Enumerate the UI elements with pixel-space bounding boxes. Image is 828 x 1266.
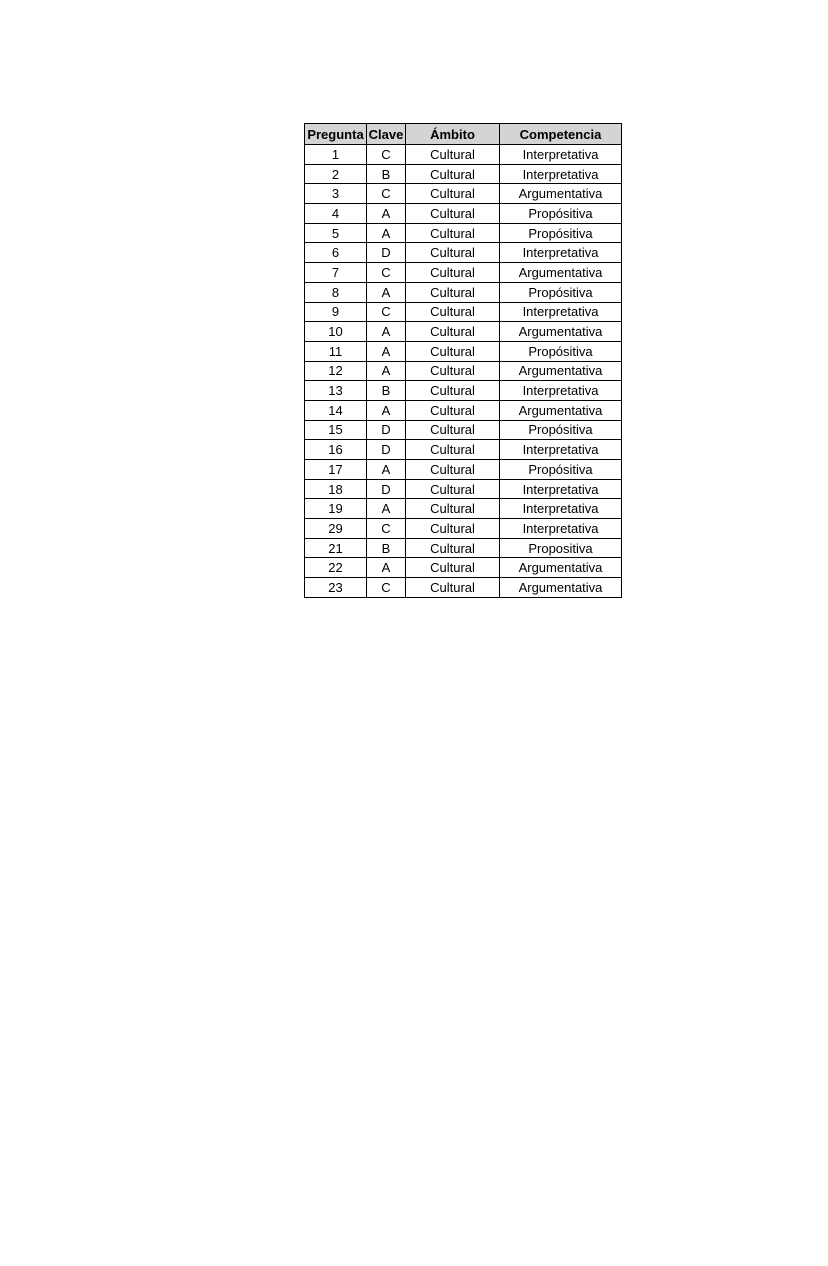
cell-ambito: Cultural (406, 322, 500, 342)
cell-pregunta: 15 (305, 420, 367, 440)
cell-ambito: Cultural (406, 578, 500, 598)
cell-ambito: Cultural (406, 341, 500, 361)
table-row (305, 558, 622, 578)
cell-pregunta: 16 (305, 440, 367, 460)
cell-competencia: Interpretativa (500, 164, 622, 184)
table-row (305, 263, 622, 283)
cell-competencia: Argumentativa (500, 578, 622, 598)
cell-pregunta: 13 (305, 381, 367, 401)
cell-pregunta: 19 (305, 499, 367, 519)
cell-clave: A (367, 499, 406, 519)
table-row (305, 400, 622, 420)
cell-clave: A (367, 204, 406, 224)
cell-pregunta: 12 (305, 361, 367, 381)
table-row (305, 204, 622, 224)
cell-clave: A (367, 322, 406, 342)
cell-competencia: Propósitiva (500, 460, 622, 480)
table-row (305, 223, 622, 243)
cell-ambito: Cultural (406, 164, 500, 184)
cell-pregunta: 5 (305, 223, 367, 243)
cell-clave: A (367, 558, 406, 578)
cell-ambito: Cultural (406, 558, 500, 578)
cell-pregunta: 14 (305, 400, 367, 420)
cell-ambito: Cultural (406, 420, 500, 440)
header-competencia: Competencia (500, 124, 622, 145)
cell-competencia: Argumentativa (500, 558, 622, 578)
cell-clave: A (367, 400, 406, 420)
table-body (305, 145, 622, 598)
cell-competencia: Propósitiva (500, 204, 622, 224)
cell-pregunta: 21 (305, 538, 367, 558)
cell-ambito: Cultural (406, 282, 500, 302)
header-clave: Clave (367, 124, 406, 145)
cell-clave: A (367, 223, 406, 243)
cell-clave: C (367, 519, 406, 539)
cell-clave: C (367, 578, 406, 598)
cell-clave: B (367, 381, 406, 401)
cell-clave: A (367, 341, 406, 361)
cell-ambito: Cultural (406, 400, 500, 420)
cell-competencia: Interpretativa (500, 243, 622, 263)
cell-competencia: Interpretativa (500, 302, 622, 322)
table-row (305, 420, 622, 440)
cell-competencia: Interpretativa (500, 479, 622, 499)
cell-clave: A (367, 460, 406, 480)
cell-competencia: Propositiva (500, 538, 622, 558)
cell-pregunta: 4 (305, 204, 367, 224)
table-row (305, 164, 622, 184)
cell-clave: D (367, 243, 406, 263)
table-row (305, 282, 622, 302)
table-header-row (305, 124, 622, 145)
cell-clave: C (367, 263, 406, 283)
cell-ambito: Cultural (406, 381, 500, 401)
cell-ambito: Cultural (406, 204, 500, 224)
cell-pregunta: 23 (305, 578, 367, 598)
cell-clave: A (367, 361, 406, 381)
cell-clave: D (367, 440, 406, 460)
header-pregunta: Pregunta (305, 124, 367, 145)
cell-ambito: Cultural (406, 499, 500, 519)
cell-pregunta: 11 (305, 341, 367, 361)
cell-competencia: Interpretativa (500, 440, 622, 460)
table-row (305, 243, 622, 263)
cell-pregunta: 18 (305, 479, 367, 499)
cell-ambito: Cultural (406, 519, 500, 539)
table-row (305, 361, 622, 381)
table-row (305, 499, 622, 519)
cell-ambito: Cultural (406, 479, 500, 499)
table-row (305, 440, 622, 460)
answer-key-table (304, 123, 622, 598)
table-row (305, 302, 622, 322)
cell-clave: C (367, 302, 406, 322)
cell-clave: B (367, 164, 406, 184)
cell-clave: D (367, 479, 406, 499)
cell-pregunta: 17 (305, 460, 367, 480)
cell-competencia: Argumentativa (500, 322, 622, 342)
cell-clave: C (367, 145, 406, 165)
cell-competencia: Propósitiva (500, 420, 622, 440)
cell-pregunta: 3 (305, 184, 367, 204)
cell-ambito: Cultural (406, 263, 500, 283)
cell-ambito: Cultural (406, 538, 500, 558)
cell-pregunta: 22 (305, 558, 367, 578)
cell-pregunta: 7 (305, 263, 367, 283)
cell-clave: B (367, 538, 406, 558)
cell-competencia: Interpretativa (500, 145, 622, 165)
table-row (305, 184, 622, 204)
cell-competencia: Propósitiva (500, 341, 622, 361)
cell-ambito: Cultural (406, 145, 500, 165)
table-row (305, 145, 622, 165)
cell-pregunta: 8 (305, 282, 367, 302)
cell-pregunta: 1 (305, 145, 367, 165)
cell-clave: D (367, 420, 406, 440)
cell-ambito: Cultural (406, 243, 500, 263)
table-row (305, 479, 622, 499)
cell-competencia: Interpretativa (500, 519, 622, 539)
header-ambito: Ámbito (406, 124, 500, 145)
cell-competencia: Propósitiva (500, 282, 622, 302)
cell-pregunta: 6 (305, 243, 367, 263)
cell-ambito: Cultural (406, 440, 500, 460)
table-row (305, 519, 622, 539)
cell-ambito: Cultural (406, 223, 500, 243)
cell-pregunta: 29 (305, 519, 367, 539)
table-row (305, 341, 622, 361)
cell-competencia: Propósitiva (500, 223, 622, 243)
cell-ambito: Cultural (406, 361, 500, 381)
table-row (305, 578, 622, 598)
cell-clave: C (367, 184, 406, 204)
cell-clave: A (367, 282, 406, 302)
cell-competencia: Argumentativa (500, 361, 622, 381)
table-row (305, 381, 622, 401)
cell-ambito: Cultural (406, 460, 500, 480)
cell-competencia: Argumentativa (500, 400, 622, 420)
cell-competencia: Interpretativa (500, 499, 622, 519)
cell-competencia: Interpretativa (500, 381, 622, 401)
table-row (305, 538, 622, 558)
table-row (305, 322, 622, 342)
cell-ambito: Cultural (406, 184, 500, 204)
cell-ambito: Cultural (406, 302, 500, 322)
cell-competencia: Argumentativa (500, 263, 622, 283)
cell-competencia: Argumentativa (500, 184, 622, 204)
cell-pregunta: 2 (305, 164, 367, 184)
cell-pregunta: 9 (305, 302, 367, 322)
table-row (305, 460, 622, 480)
cell-pregunta: 10 (305, 322, 367, 342)
